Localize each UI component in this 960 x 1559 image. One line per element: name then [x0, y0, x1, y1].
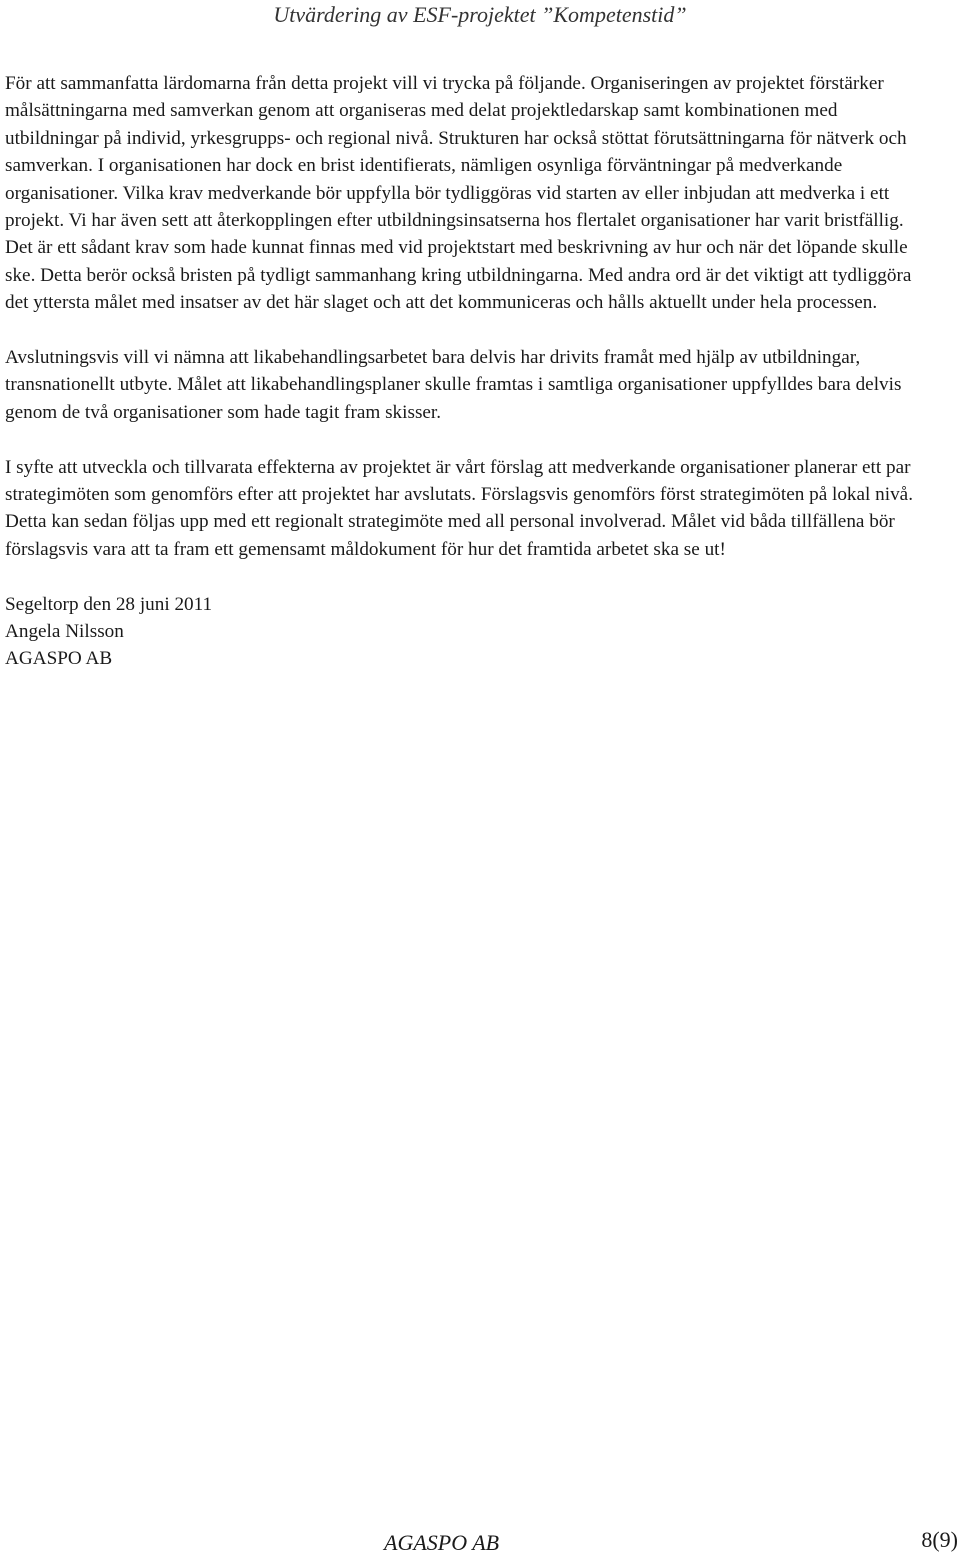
page-header-title: Utvärdering av ESF-projektet ”Kompetenstid”: [273, 2, 687, 27]
paragraph-lessons-learned: För att sammanfatta lärdomarna från detta projekt vill vi trycka på följande. Organiseringen av projektet förstärker målsättningarna med samverkan genom att organiseras med delat projektledarskap samt kombinationen med utbildningar på individ, yrkesgrupps- och regional nivå. Strukturen har också stöttat förutsättningarna för nätverk och samverkan. I organisationen har dock en brist identifierats, nämligen osynliga förväntningar på medverkande organisationer. Vilka krav medverkande bör uppfylla bör tydliggöras vid starten av eller inbjudan att medverka i ett projekt. Vi har även sett att återkopplingen efter utbildningsinsatserna hos flertalet organisationer har varit bristfällig. Det är ett sådant krav som hade kunnat finnas med vid projektstart med beskrivning av hur och när det löpande skulle ske. Detta berör också bristen på tydligt sammanhang kring utbildningarna. Med andra ord är det viktigt att tydliggöra det yttersta målet med insatser av det här slaget och att det kommuniceras och hålls aktuellt under hela processen.: [5, 73, 912, 314]
signature-company: AGASPO AB: [5, 648, 113, 670]
footer-company: AGASPO AB: [384, 1530, 500, 1555]
paragraph-equal-treatment: Avslutningsvis vill vi nämna att likabehandlingsarbetet bara delvis har drivits framåt med hjälp av utbildningar, transnationellt utbyte. Målet att likabehandlingsplaner skulle framtas i samtliga organisationer uppfylldes bara delvis genom de två organisationer som hade tagit fram skisser.: [5, 347, 902, 423]
signature-name: Angela Nilsson: [5, 621, 124, 643]
signature-place-date: Segeltorp den 28 juni 2011: [5, 593, 213, 615]
document-body: [5, 70, 930, 673]
signature-block: [5, 591, 930, 673]
footer-page-number: 8(9): [921, 1527, 958, 1552]
paragraph-proposal: I syfte att utveckla och tillvarata effekterna av projektet är vårt förslag att medverkande organisationer planerar ett par strategimöten som genomförs efter att projektet har avslutats. Förslagsvis genomförs först strategimöten på lokal nivå. Detta kan sedan följas upp med ett regionalt strategimöte med all personal involverad. Målet vid båda tillfällena bör förslagsvis vara att ta fram ett gemensamt måldokument för hur det framtida arbetet ska se ut!: [5, 456, 913, 560]
